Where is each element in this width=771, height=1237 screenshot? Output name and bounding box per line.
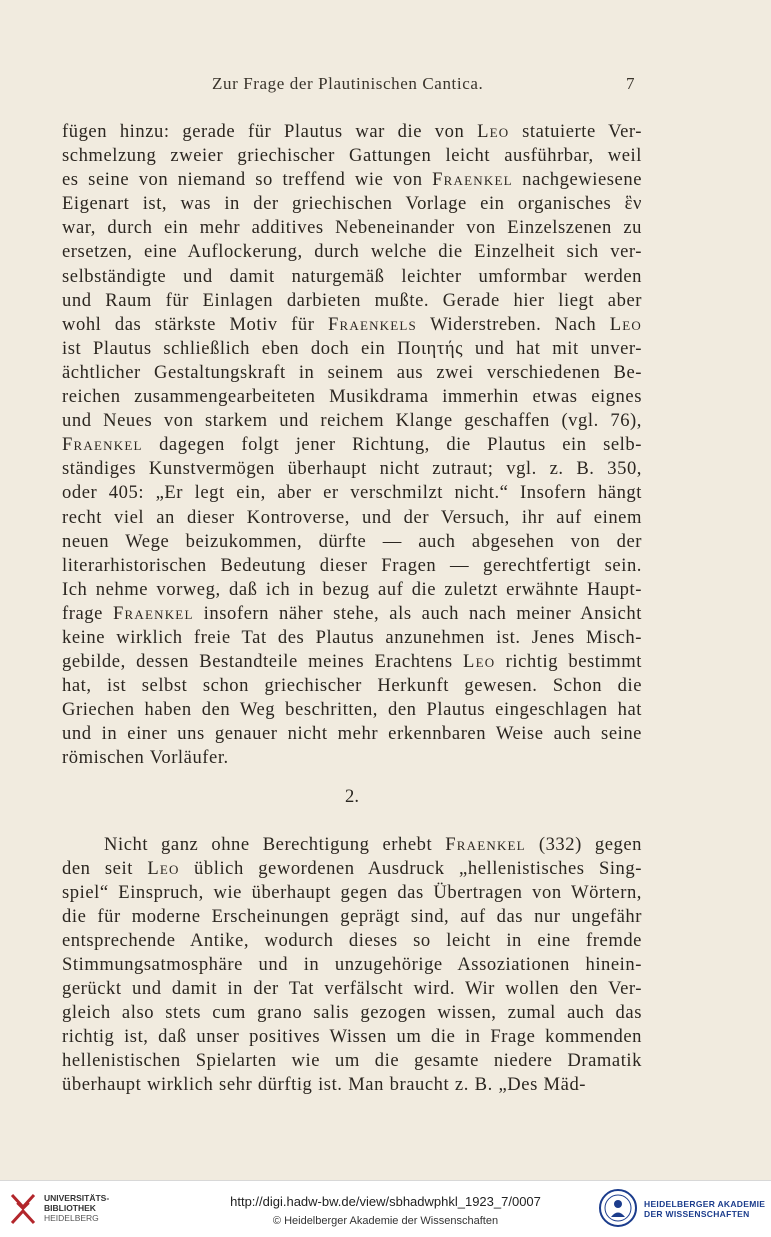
- text-line: und Raum für Einlagen darbieten mußte. Gerade hier liegt aber: [62, 289, 642, 311]
- text-line: ist Plautus schließlich eben doch ein Ποιητής und hat mit unver-: [62, 337, 642, 359]
- text-line: es seine von niemand so treffend wie von Fraenkel nachgewiesene: [62, 169, 642, 191]
- text-line: und Neues von starkem und reichem Klange geschaffen (vgl. 76),: [62, 410, 642, 432]
- text-line: und in einer uns genauer nicht mehr erkennbaren Weise auch seine: [62, 723, 642, 745]
- viewer-footer: [0, 1180, 771, 1237]
- text-line: recht viel an dieser Kontroverse, und der Versuch, ihr auf einem: [62, 506, 642, 528]
- text-line: hat, ist selbst schon griechischer Herkunft gewesen. Schon die: [62, 675, 642, 697]
- text-line: römischen Vorläufer.: [62, 747, 229, 769]
- text-line: Stimmungsatmosphäre und in unzugehörige Assoziationen hinein-: [62, 954, 642, 975]
- text-line: Ich nehme vorweg, daß ich in bezug auf die zuletzt erwähnte Haupt-: [62, 578, 642, 600]
- permalink-url[interactable]: http://digi.hadw-bw.de/view/sbhadwphkl_1923_7/0007: [230, 1194, 541, 1209]
- running-title: Zur Frage der Plautinischen Cantica.: [212, 74, 484, 93]
- text-line: reichen zusammengearbeiteten Musikdrama immerhin etwas eignes: [62, 386, 642, 408]
- text-line: richtig ist, daß unser positives Wissen um die in Frage kommenden: [62, 1026, 642, 1048]
- text-line: wohl das stärkste Motiv für Fraenkels Widerstreben. Nach Leo: [62, 313, 642, 335]
- text-line: war, durch ein mehr additives Nebeneinander von Einzelszenen zu: [62, 217, 642, 239]
- academy-name[interactable]: HEIDELBERGER AKADEMIE DER WISSENSCHAFTEN: [644, 1199, 766, 1219]
- section-number: 2.: [345, 785, 359, 807]
- copyright-notice: © Heidelberger Akademie der Wissenschaften: [272, 1215, 499, 1227]
- text-line: selbständigte und damit naturgemäß leichter umformbar werden: [62, 265, 642, 287]
- text-line: oder 405: „Er legt ein, aber er verschmilzt nicht.“ Insofern hängt: [62, 482, 642, 504]
- text-line: hellenistischen Spielarten wie um die gesamte niedere Dramatik: [62, 1050, 642, 1072]
- text-line: Nicht ganz ohne Berechtigung erhebt Fraenkel (332) gegen: [104, 833, 642, 855]
- text-line: ständiges Kunstvermögen überhaupt nicht zutraut; vgl. z. B. 350,: [62, 458, 642, 480]
- text-line: Fraenkel dagegen folgt jener Richtung, die Plautus ein selb-: [62, 434, 642, 456]
- academy-seal-icon[interactable]: [598, 1188, 638, 1228]
- text-line: literarhistorischen Bedeutung dieser Fragen — gerechtfertigt sein.: [62, 554, 642, 576]
- text-line: gebilde, dessen Bestandteile meines Erachtens Leo richtig bestimmt: [62, 651, 642, 673]
- university-library-name[interactable]: UNIVERSITÄTS- BIBLIOTHEK HEIDELBERG: [44, 1193, 110, 1223]
- text-line: schmelzung zweier griechischer Gattungen leicht ausführbar, weil: [62, 145, 642, 167]
- text-line: den seit Leo üblich gewordenen Ausdruck „hellenistisches Sing-: [62, 857, 642, 879]
- text-line: Eigenart ist, was in der griechischen Vorlage ein organisches ἓν: [62, 193, 642, 215]
- paragraph-2: [62, 833, 642, 1098]
- paragraph-1: [62, 120, 642, 771]
- page-number: 7: [626, 74, 635, 93]
- text-line: ersetzen, eine Auflockerung, durch welche die Einzelheit sich ver-: [62, 241, 642, 263]
- text-line: spiel“ Einspruch, wie überhaupt gegen das Übertragen von Wörtern,: [62, 881, 642, 903]
- running-head: [0, 74, 771, 100]
- text-line: keine wirklich freie Tat des Plautus anzunehmen ist. Jenes Misch-: [62, 626, 642, 648]
- text-line: Griechen haben den Weg beschritten, den Plautus eingeschlagen hat: [62, 699, 642, 721]
- text-line: entsprechende Antike, wodurch dieses so leicht in eine fremde: [62, 929, 642, 951]
- text-line: gleich also stets cum grano salis gezogen wissen, zumal auch das: [62, 1002, 642, 1024]
- text-line: neuen Wege beizukommen, dürfte — auch abgesehen von der: [62, 530, 642, 552]
- text-line: die für moderne Erscheinungen geprägt sind, auf das nur ungefähr: [62, 905, 642, 927]
- text-line: ächtlicher Gestaltungskraft in seinem aus zwei verschiedenen Be-: [62, 361, 642, 383]
- text-line: überhaupt wirklich sehr dürftig ist. Man braucht z. B. „Des Mäd-: [62, 1074, 587, 1096]
- text-line: fügen hinzu: gerade für Plautus war die von Leo statuierte Ver-: [62, 121, 642, 142]
- text-line: gerückt und damit in der Tat verfälscht wird. Wir wollen den Ver-: [62, 978, 642, 1000]
- body-text: [62, 120, 642, 1098]
- text-line: frage Fraenkel insofern näher stehe, als auch nach meiner Ansicht: [62, 602, 642, 624]
